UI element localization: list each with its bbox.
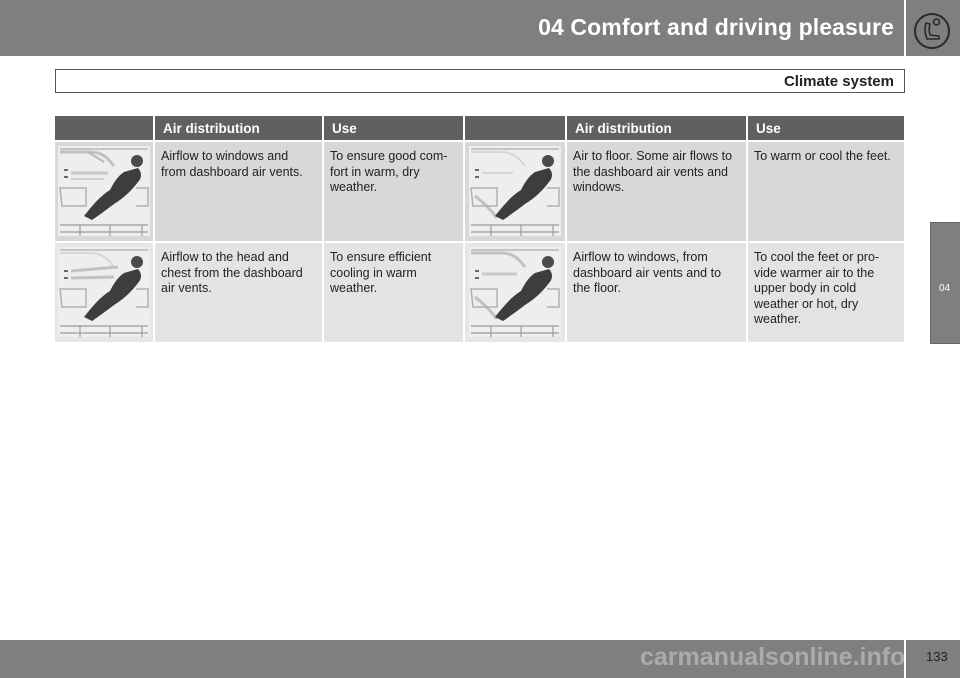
diagram-cell xyxy=(464,141,566,242)
header-use-left: Use xyxy=(323,116,464,141)
seat-icon xyxy=(913,12,951,50)
header-use-right: Use xyxy=(747,116,904,141)
table-header-row xyxy=(55,116,904,141)
air-distribution-cell: Air to floor. Some air flows to the dashboard air vents and windows. xyxy=(566,141,747,242)
air-distribution-cell: Airflow to the head and chest from the dashboard air vents. xyxy=(154,242,323,342)
air-distribution-cell: Airflow to windows and from dashboard air vents. xyxy=(154,141,323,242)
airflow-windows-dashboard-floor-icon xyxy=(469,247,561,337)
table-row xyxy=(55,141,904,242)
air-distribution-table xyxy=(55,116,904,342)
header-air-distribution-right: Air distribution xyxy=(566,116,747,141)
chapter-title: 04 Comfort and driving pleasure xyxy=(538,14,894,40)
header-diagram-right xyxy=(464,116,566,141)
use-cell: To ensure efficient cooling in warm weather. xyxy=(323,242,464,342)
airflow-windows-dashboard-icon xyxy=(58,146,150,236)
header-diagram-left xyxy=(55,116,154,141)
diagram-cell xyxy=(55,141,154,242)
table-row xyxy=(55,242,904,342)
page-number: 133 xyxy=(926,649,948,664)
section-header xyxy=(55,69,905,93)
use-cell: To warm or cool the feet. xyxy=(747,141,904,242)
diagram-cell xyxy=(464,242,566,342)
airflow-floor-icon xyxy=(469,146,561,236)
use-cell: To ensure good com-fort in warm, dry weather. xyxy=(323,141,464,242)
header-air-distribution-left: Air distribution xyxy=(154,116,323,141)
air-distribution-cell: Airflow to windows, from dashboard air vents and to the floor. xyxy=(566,242,747,342)
diagram-cell xyxy=(55,242,154,342)
side-tab-label: 04 xyxy=(939,283,951,294)
watermark: carmanualsonline.info xyxy=(640,643,906,671)
use-cell: To cool the feet or pro-vide warmer air to the upper body in cold weather or hot, dry weather. xyxy=(747,242,904,342)
airflow-head-chest-icon xyxy=(58,247,150,337)
section-title: Climate system xyxy=(783,73,894,90)
